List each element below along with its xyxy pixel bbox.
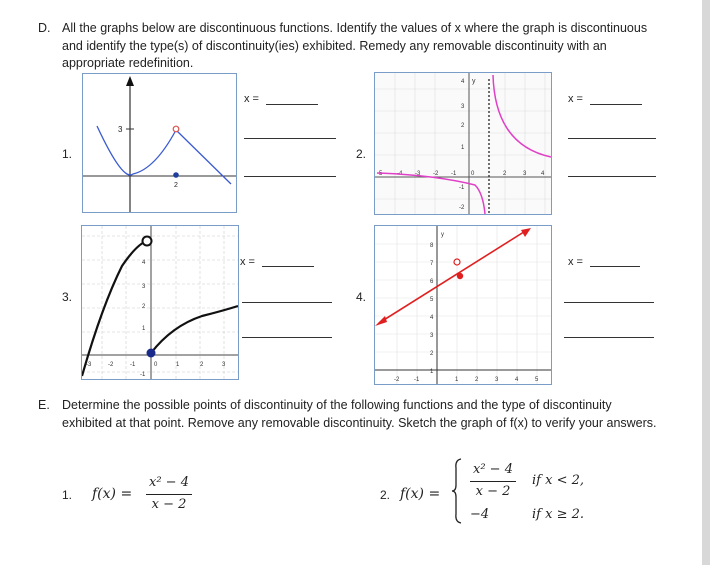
problem-2-blank-3[interactable] bbox=[568, 176, 656, 177]
problem-2-answer-blank[interactable] bbox=[590, 104, 642, 105]
svg-text:5: 5 bbox=[535, 377, 539, 383]
graph-3-open-point bbox=[143, 237, 152, 246]
section-e-instructions: Determine the possible points of discontinuity of the following functions and the type of discontinuity exhibited at that point. Remove any removable discontinuity. Sketch the graph of f(x) to verify your answers. bbox=[62, 398, 657, 430]
svg-text:4: 4 bbox=[515, 377, 519, 383]
graph-4-closed-point bbox=[457, 273, 463, 279]
e-problem-1-numerator: x² − 4 bbox=[149, 475, 189, 490]
e-problem-1-lhs: f(x) = bbox=[92, 486, 133, 502]
graph-2 bbox=[374, 72, 552, 215]
svg-text:-2: -2 bbox=[394, 377, 400, 383]
problem-1-blank-3[interactable] bbox=[244, 176, 336, 177]
graph-4 bbox=[374, 225, 552, 385]
svg-text:5: 5 bbox=[430, 297, 434, 303]
e-problem-2-case1-numerator: x² − 4 bbox=[473, 462, 513, 477]
e-problem-2-number: 2. bbox=[380, 488, 391, 502]
svg-text:2: 2 bbox=[142, 304, 146, 310]
svg-text:4: 4 bbox=[461, 79, 465, 85]
svg-text:4: 4 bbox=[541, 171, 545, 177]
problem-1-blank-2[interactable] bbox=[244, 138, 336, 139]
svg-text:8: 8 bbox=[430, 243, 434, 249]
svg-text:3: 3 bbox=[222, 362, 226, 368]
section-d-instructions: All the graphs below are discontinuous functions. Identify the values of x where the graph is discontinuous and identify the type(s) of discontinuity(ies) exhibited. Remedy any removable discontinuity with an appropriate redefinition. bbox=[62, 21, 648, 70]
problem-3-blank-2[interactable] bbox=[242, 302, 332, 303]
svg-text:-3: -3 bbox=[415, 171, 421, 177]
problem-2-blank-2[interactable] bbox=[568, 138, 656, 139]
graph-3-left-curve bbox=[82, 241, 147, 376]
svg-text:3: 3 bbox=[523, 171, 527, 177]
svg-text:-2: -2 bbox=[108, 362, 114, 368]
svg-text:-2: -2 bbox=[459, 205, 465, 211]
e-problem-2-brace bbox=[452, 458, 462, 524]
graph-4-left-arrow-icon bbox=[375, 316, 387, 326]
svg-text:3: 3 bbox=[495, 377, 499, 383]
svg-text:1: 1 bbox=[455, 377, 459, 383]
e-problem-2-case2-condition: if x ≥ 2. bbox=[532, 507, 584, 522]
section-e-label: E. bbox=[38, 398, 50, 412]
svg-text:1: 1 bbox=[176, 362, 180, 368]
graph-1-closed-point bbox=[173, 172, 179, 178]
graph-2-right-branch bbox=[493, 75, 551, 157]
graph-1-tick-y: 3 bbox=[118, 125, 123, 134]
e-problem-1-fraction-bar bbox=[146, 494, 192, 495]
problem-4-x-label: x = bbox=[568, 256, 583, 268]
problem-3-x-label: x = bbox=[240, 256, 255, 268]
e-problem-2-lhs: f(x) = bbox=[400, 486, 441, 502]
e-problem-1-number: 1. bbox=[62, 488, 73, 502]
problem-1-number: 1. bbox=[62, 147, 73, 161]
svg-text:3: 3 bbox=[142, 284, 146, 290]
svg-text:0: 0 bbox=[154, 362, 158, 368]
graph-1-y-arrow-icon bbox=[126, 76, 134, 86]
svg-text:-1: -1 bbox=[459, 185, 465, 191]
svg-text:4: 4 bbox=[142, 260, 146, 266]
svg-text:2: 2 bbox=[430, 351, 434, 357]
svg-text:0: 0 bbox=[471, 171, 475, 177]
svg-text:1: 1 bbox=[461, 145, 465, 151]
problem-1-answer-blank[interactable] bbox=[266, 104, 318, 105]
problem-3-answer-blank[interactable] bbox=[262, 266, 314, 267]
graph-4-open-point bbox=[454, 259, 460, 265]
svg-text:-3: -3 bbox=[86, 362, 92, 368]
problem-1-x-label: x = bbox=[244, 93, 259, 105]
svg-text:6: 6 bbox=[430, 279, 434, 285]
graph-4-y-label: y bbox=[441, 232, 444, 238]
graph-2-y-label: y bbox=[472, 78, 476, 85]
svg-text:-4: -4 bbox=[397, 171, 403, 177]
svg-text:-1: -1 bbox=[140, 372, 146, 378]
svg-text:2: 2 bbox=[461, 123, 465, 129]
svg-text:2: 2 bbox=[200, 362, 204, 368]
graph-1-open-point bbox=[173, 126, 179, 132]
e-problem-2-fraction-bar bbox=[470, 481, 516, 482]
section-d-label: D. bbox=[38, 21, 51, 35]
graph-1-tick-x: 2 bbox=[174, 182, 178, 189]
graph-3-right-curve bbox=[151, 306, 238, 353]
svg-text:3: 3 bbox=[430, 333, 434, 339]
problem-3-number: 3. bbox=[62, 290, 73, 304]
svg-text:-2: -2 bbox=[433, 171, 439, 177]
graph-3-closed-point bbox=[147, 349, 156, 358]
svg-text:1: 1 bbox=[430, 369, 434, 375]
e-problem-2-case1-denominator: x − 2 bbox=[475, 484, 511, 499]
graph-1-left-curve bbox=[97, 126, 176, 175]
graph-1 bbox=[82, 73, 237, 213]
svg-text:4: 4 bbox=[430, 315, 434, 321]
e-problem-2-case2-value: −4 bbox=[470, 507, 490, 522]
problem-4-answer-blank[interactable] bbox=[590, 266, 640, 267]
svg-text:2: 2 bbox=[475, 377, 479, 383]
svg-text:7: 7 bbox=[430, 261, 434, 267]
svg-text:-1: -1 bbox=[130, 362, 136, 368]
vertical-scrollbar[interactable] bbox=[702, 0, 710, 565]
problem-4-blank-2[interactable] bbox=[564, 302, 654, 303]
problem-4-number: 4. bbox=[356, 290, 367, 304]
problem-2-number: 2. bbox=[356, 147, 367, 161]
graph-4-right-arrow-icon bbox=[521, 228, 531, 237]
problem-3-blank-3[interactable] bbox=[242, 337, 332, 338]
svg-text:-1: -1 bbox=[414, 377, 420, 383]
problem-2-x-label: x = bbox=[568, 93, 583, 105]
e-problem-2-case1-condition: if x < 2, bbox=[532, 473, 584, 488]
graph-3 bbox=[81, 225, 239, 380]
svg-text:-5: -5 bbox=[377, 171, 383, 177]
svg-text:-1: -1 bbox=[451, 171, 457, 177]
svg-text:3: 3 bbox=[461, 104, 465, 110]
problem-4-blank-3[interactable] bbox=[564, 337, 654, 338]
svg-text:2: 2 bbox=[503, 171, 507, 177]
e-problem-1-denominator: x − 2 bbox=[151, 497, 187, 512]
svg-text:1: 1 bbox=[142, 326, 146, 332]
